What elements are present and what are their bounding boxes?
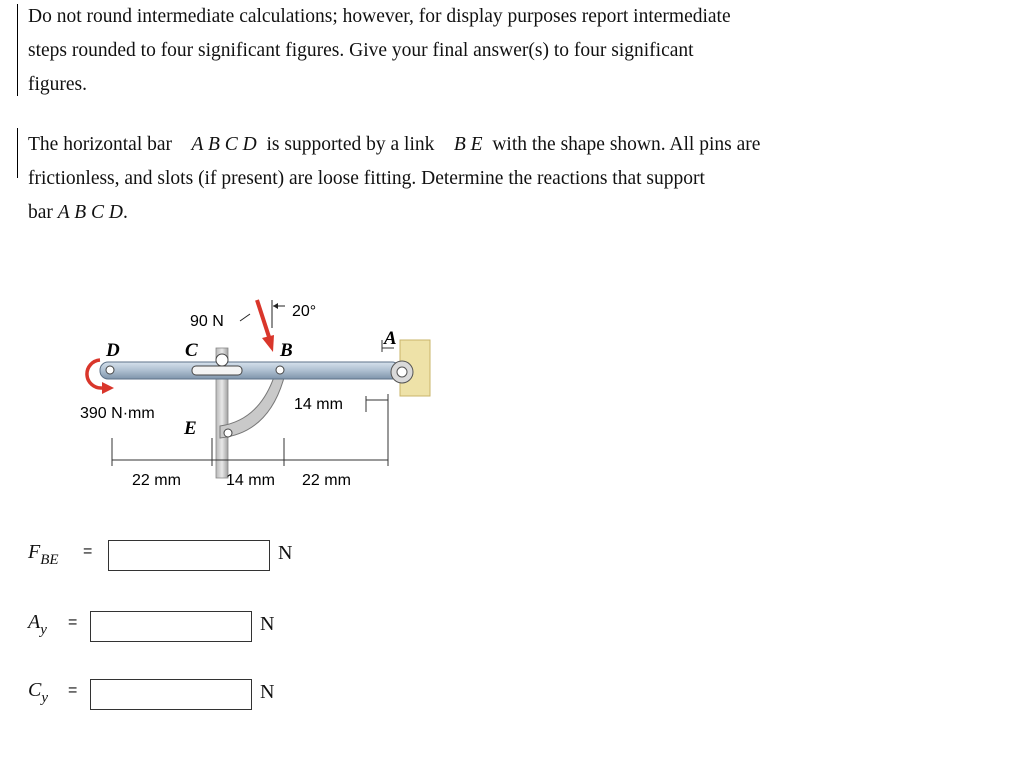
- problem-statement: [28, 128, 760, 230]
- moment-arrow: [87, 360, 102, 388]
- force-arrowhead: [262, 335, 274, 352]
- moment-arrowhead: [102, 382, 114, 394]
- problem-line-3b: .: [122, 202, 128, 223]
- fbe-label: $F_{BE}$: [28, 541, 59, 568]
- pin-a-inner: [397, 367, 407, 377]
- instructions-line-3: figures.: [28, 74, 88, 95]
- cy-input[interactable]: [90, 679, 252, 710]
- fbe-input[interactable]: [108, 540, 270, 571]
- label-e: E: [184, 418, 197, 439]
- problem-margin-line: [17, 128, 18, 178]
- problem-line-1c: with the shape shown. All pins are: [492, 134, 761, 155]
- bar-abcd: [100, 362, 400, 379]
- bar-link-diagram: [70, 288, 450, 498]
- ay-input[interactable]: [90, 611, 252, 642]
- angle-leader-arrow: [273, 303, 278, 309]
- ay-label: $A_y$: [28, 611, 47, 638]
- force-arrow-shaft: [257, 300, 270, 340]
- slot-c: [192, 366, 242, 375]
- label-b: B: [280, 340, 293, 361]
- label-d: D: [106, 340, 120, 361]
- label-c: C: [185, 340, 198, 361]
- dim-vertical-label: 14 mm: [294, 396, 343, 413]
- fbe-equals: =: [83, 543, 93, 560]
- problem-line-2: frictionless, and slots (if present) are loose fitting. Determine the reactions that support: [28, 168, 705, 189]
- force-label-leader: [240, 314, 250, 321]
- link-be: [220, 374, 285, 438]
- cy-equals: =: [68, 682, 78, 699]
- cy-unit: N: [260, 681, 275, 703]
- cy-label: $C_y$: [28, 679, 49, 706]
- force-label: 90 N: [190, 313, 224, 330]
- dim-label-1: 22 mm: [132, 472, 181, 489]
- pin-b: [276, 366, 284, 374]
- angle-label: 20°: [292, 303, 317, 320]
- moment-label: 390 N·mm: [80, 405, 155, 422]
- instructions-line-2: steps rounded to four significant figures. Give your final answer(s) to four significant: [28, 40, 694, 61]
- label-a: A: [384, 328, 397, 349]
- problem-line-1a: The horizontal bar: [28, 134, 173, 155]
- ay-equals: =: [68, 614, 78, 631]
- dim-label-2: 14 mm: [226, 472, 275, 489]
- ay-unit: N: [260, 613, 275, 635]
- pin-d: [106, 366, 114, 374]
- dim-label-3: 22 mm: [302, 472, 351, 489]
- fbe-unit: N: [278, 542, 293, 564]
- pin-c: [216, 354, 228, 366]
- problem-line-3a: bar: [28, 202, 53, 223]
- pin-e: [224, 429, 232, 437]
- variable-abcd-2: A B C D: [57, 202, 123, 223]
- variable-abcd: A B C D: [191, 134, 257, 155]
- problem-line-1b: is supported by a link: [266, 134, 435, 155]
- instructions-text: [28, 0, 731, 102]
- instruction-margin-line: [17, 4, 18, 96]
- instructions-line-1: Do not round intermediate calculations; however, for display purposes report intermediate: [28, 6, 731, 27]
- variable-be: B E: [453, 134, 483, 155]
